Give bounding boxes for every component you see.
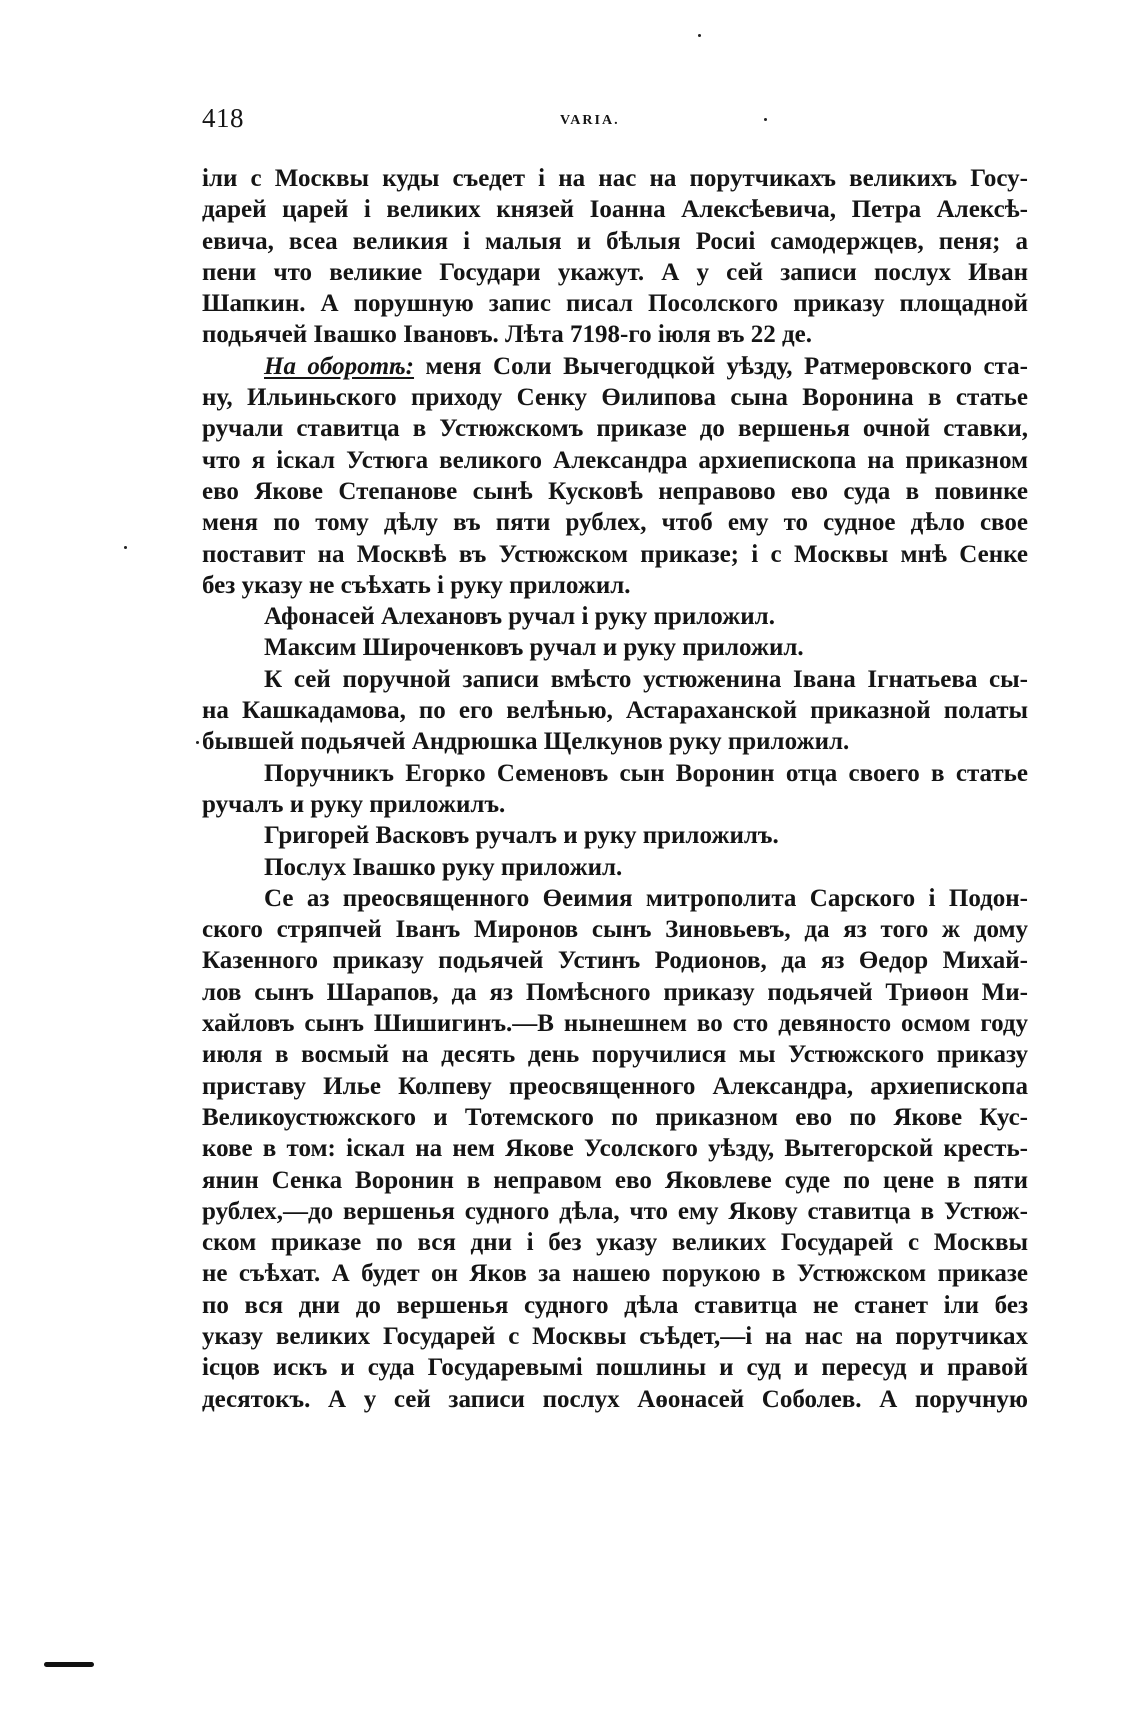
text-line: янин Сенка Воронин в неправом ево Яковлеве суде по цене в пяти [202,1166,1028,1194]
text-line: Поручникъ Егорко Семеновъ сын Воронин отца своего в статье [264,759,1028,787]
text-line: ручали ставитца в Устюжскомъ приказе до вершенья очной ставки, [202,415,1028,443]
text-line: ево Якове Степанове сынѣ Кусковѣ неправово ево суда в повинке [202,477,1028,505]
text-line: Максим Широченковъ ручал и руку приложил. [264,634,804,662]
text-line: евича, всеа великия і малыя и бѣлыя Росиі самодержцев, пеня; а [202,227,1028,255]
text-line: Шапкин. А порушную запис писал Посолского приказу площадной [202,290,1028,318]
text-line: без указу не съѣхать і руку приложил. [202,571,631,599]
text-line: Послух Івашко руку приложил. [264,853,623,881]
scan-speck [196,741,199,744]
text-line: ского стряпчей Іванъ Миронов сынъ Зиновьевъ, да яз того ж дому [202,916,1028,944]
text-line: Григорей Васковъ ручалъ и руку приложилъ. [264,822,779,850]
text-line: на Кашкадамова, по его велѣнью, Астараханской приказной полаты [202,697,1028,725]
text-line: июля в восмый на десять день поручилися мы Устюжского приказу [202,1041,1028,1069]
text-line: ісцов искъ и суда Государевымі пошлины и суд и пересуд и правой [202,1354,1028,1382]
text-line: іли с Москвы куды съедет і на нас на порутчикахъ великихъ Госу- [202,165,1028,192]
text-line-rest: меня Соли Вычегодцкой уѣзду, Ратмеровского ста- [425,352,1028,380]
text-line: дарей царей і великих князей Іоанна Алексѣевича, Петра Алексѣ- [202,196,1028,224]
scan-speck [764,118,767,121]
text-line: что я іскал Устюга великого Александра архиепископа на приказном [202,446,1028,474]
text-line: ну, Ильиньского приходу Сенку Өилипова сына Воронина в статье [202,384,1028,412]
text-line: десятокъ. А у сей записи послух Аөонасей Соболев. А поручную [202,1385,1028,1413]
text-line: К сей поручной записи вмѣсто устюженина Івана Ігнатьева сы- [264,665,1028,693]
text-line: бывшей подьячей Андрюшка Щелкунов руку приложил. [202,728,850,756]
text-line: ручалъ и руку приложилъ. [202,790,506,818]
italic-lead: На оборотѣ: [264,352,415,380]
text-line: указу великих Государей с Москвы съѣдет,—і на нас на порутчиках [202,1322,1028,1350]
body-text [202,163,1028,1415]
scan-smudge [44,1662,94,1667]
text-line: Се аз преосвященного Өеимия митрополита Сарского і Подон- [264,884,1028,912]
running-head: VARIA. [560,113,620,128]
scan-speck [124,546,127,549]
text-line: по вся дни до вершенья судного дѣла ставитца не станет іли без [202,1291,1028,1319]
text-line: рублех,—до вершенья судного дѣла, что ему Якову ставитца в Устюж- [202,1197,1028,1225]
text-line: кове в том: іскал на нем Якове Усолского уѣзду, Вытегорской кресть- [202,1135,1028,1163]
text-line: пени что великие Государи укажут. А у сей записи послух Иван [202,258,1028,286]
text-line: приставу Илье Колпеву преосвященного Александра, архиепископа [202,1072,1028,1100]
page-header [202,103,1032,143]
text-line: поставит на Москвѣ въ Устюжском приказе; і с Москвы мнѣ Сенке [202,540,1028,568]
text-line: меня по тому дѣлу въ пяти рублех, чтоб ему то судное дѣло свое [202,509,1028,537]
scan-speck [698,34,701,37]
text-line [202,351,1028,382]
text-line: Афонасей Алехановъ ручал і руку приложил. [264,603,775,631]
page-number: 418 [202,103,244,133]
text-line: Великоустюжского и Тотемского по приказном ево по Якове Кус- [202,1103,1028,1131]
text-line: подьячей Івашко Івановъ. Лѣта 7198-го іюля въ 22 де. [202,321,812,349]
text-line: не съѣхат. А будет он Яков за нашею порукою в Устюжском приказе [202,1260,1028,1288]
text-line: хайловъ сынъ Шишигинъ.—В нынешнем во сто девяносто осмом году [202,1010,1028,1038]
text-line: ском приказе по вся дни і без указу великих Государей с Москвы [202,1229,1028,1257]
text-line: Казенного приказу подьячей Устинъ Родионов, да яз Өедор Михай- [202,947,1028,975]
text-line: лов сынъ Шарапов, да яз Помѣсного приказу подьячей Триөон Ми- [202,978,1028,1006]
